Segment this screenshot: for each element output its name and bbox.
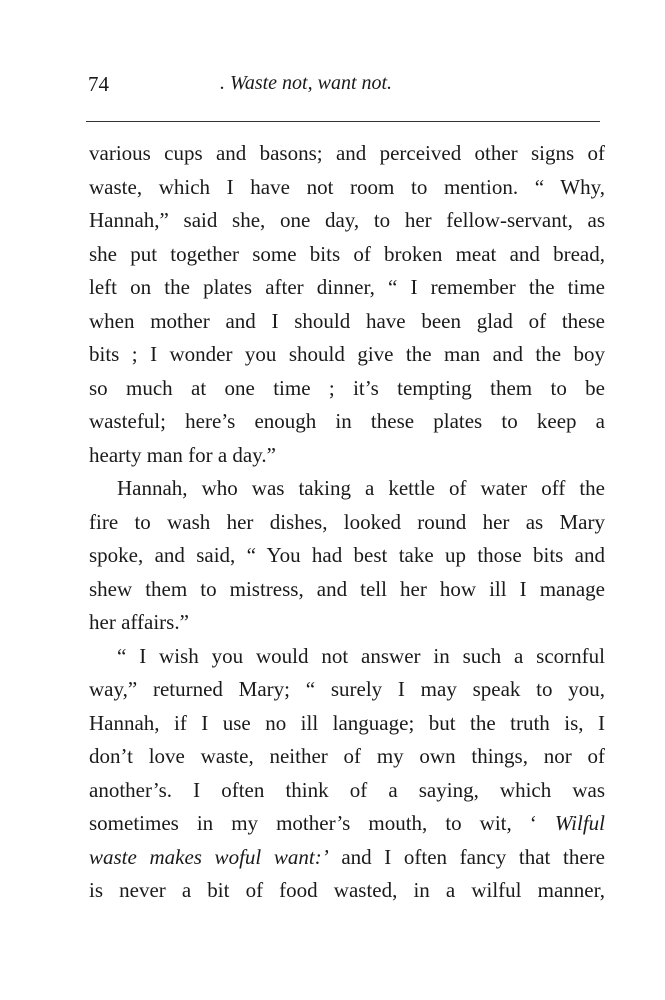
text-line: bits ; I wonder you should give the man and the boy	[89, 342, 605, 366]
text-line: is never a bit of food wasted, in a wilful manner,	[89, 878, 605, 902]
text-line: don’t love waste, neither of my own things, nor of	[89, 744, 605, 768]
text-line: hearty man for a day.”	[89, 442, 276, 467]
text-line: so much at one time ; it’s tempting them to be	[89, 375, 605, 400]
page-number: 74	[88, 72, 109, 96]
text-line: when mother and I should have been glad of these	[89, 308, 605, 333]
text-line	[89, 807, 605, 841]
paragraph-first-line: Hannah, who was taking a kettle of water off the	[117, 476, 605, 500]
text-line: wasteful; here’s enough in these plates to keep a	[89, 409, 605, 433]
text-line: another’s. I often think of a saying, which was	[89, 777, 605, 802]
text-line: Hannah,” said she, one day, to her fellow-servant, as	[89, 208, 605, 232]
text-line: various cups and basons; and perceived other signs of	[89, 141, 605, 165]
text-line: she put together some bits of broken meat and bread,	[89, 241, 605, 266]
body-text	[89, 137, 605, 908]
text-line: spoke, and said, “ You had best take up those bits and	[89, 543, 605, 567]
text-line: fire to wash her dishes, looked round her as Mary	[89, 509, 605, 534]
text-line: her affairs.”	[89, 610, 189, 634]
text-line: left on the plates after dinner, “ I remember the time	[89, 275, 605, 299]
italic-text: Wilful	[554, 811, 606, 835]
header-rule	[86, 121, 600, 122]
running-title: . Waste not, want not.	[220, 72, 393, 94]
text-fragment: sometimes in my mother’s mouth, to wit, ‘	[89, 811, 537, 835]
text-line: waste, which I have not room to mention. “ Why,	[89, 174, 605, 199]
text-line: shew them to mistress, and tell her how ill I manage	[89, 576, 605, 601]
paragraph-first-line: “ I wish you would not answer in such a scornful	[117, 643, 605, 668]
italic-text: waste makes woful want:’	[89, 844, 329, 869]
text-line	[89, 841, 605, 875]
text-line: Hannah, if I use no ill language; but the truth is, I	[89, 710, 605, 735]
text-fragment: and I often fancy that there	[341, 844, 605, 869]
text-line: way,” returned Mary; “ surely I may speak to you,	[89, 677, 605, 701]
page-header	[88, 72, 608, 102]
